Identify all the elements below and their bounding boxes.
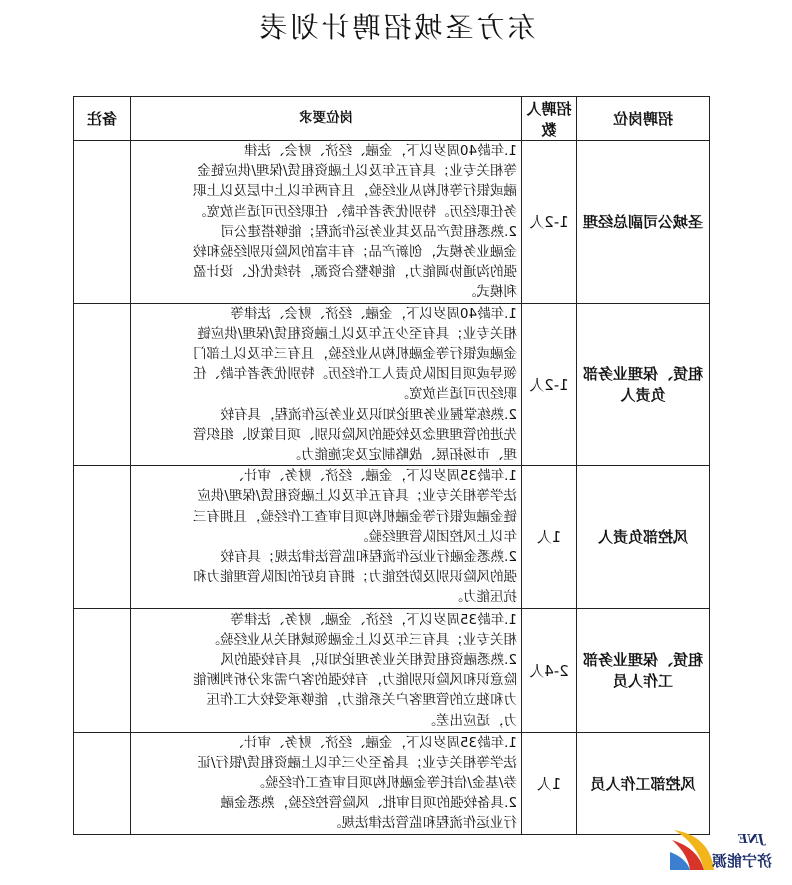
- table-row: [74, 608, 710, 732]
- requirement-line: 理、市场拓展、战略制定及实施能力。: [287, 447, 517, 464]
- requirement-line: 职经历可适当放宽。: [395, 386, 517, 403]
- requirement-line: 1.年龄40周岁以下，金融、经济、财会、法律等: [230, 305, 517, 322]
- logo-text-cn: 济宁能源: [711, 852, 772, 870]
- requirement-line: 1.年龄40周岁以下，金融、经济、财会、法律: [243, 143, 517, 159]
- requirement-line: 务任职经历。特别优秀者年龄、任职经历可适当放宽。: [193, 203, 517, 220]
- requirement-line: 法学等相关专业；具备至少三年以上融资租赁/银行/证: [197, 754, 517, 771]
- requirement-line: 2.具备较强的项目审批、风险管控经验，熟悉金融: [220, 795, 517, 812]
- cell-remarks: [74, 608, 131, 732]
- requirement-line: 2.熟悉金融行业运作流程和监管法律法规；具有较: [220, 549, 517, 566]
- requirement-line: 抗压能力。: [449, 589, 517, 606]
- requirement-line: 法学等相关专业；具有五年及以上融资租赁/保理/供应: [197, 488, 517, 505]
- requirement-line: 力和独立的管理客户关系能力，能够承受较大工作压: [206, 692, 517, 709]
- table-header-row: [74, 97, 710, 141]
- cell-position: 圣城公司副总经理: [577, 141, 710, 304]
- header-position: 招聘岗位: [577, 97, 710, 141]
- cell-requirements: [131, 303, 522, 466]
- company-logo: [634, 826, 774, 876]
- requirement-line: 险意识和风险识别能力，有较强的客户需求分析判断能: [193, 672, 517, 689]
- requirement-line: 券/基金/信托等金融机构项目审查工作经验。: [251, 775, 517, 792]
- cell-remarks: [74, 303, 131, 466]
- requirement-line: 金融或银行等金融机构从业经验，且有三年及以上部门: [193, 346, 517, 363]
- cell-count: 1-2人: [522, 141, 577, 304]
- cell-position: 风控部负责人: [577, 466, 710, 608]
- cell-count: 1人: [522, 732, 577, 834]
- cell-position: 风控部工作人员: [577, 732, 710, 834]
- recruitment-table: [73, 96, 710, 835]
- requirement-line: 2.熟练掌握业务理论知识及业务运作流程，具有较: [220, 406, 517, 423]
- requirement-line: 利模式。: [463, 284, 517, 301]
- cell-requirements: [131, 608, 522, 732]
- requirement-line: 2.熟悉租赁产品及其业务运作流程；能够搭建公司: [220, 223, 517, 240]
- table-row: [74, 303, 710, 466]
- requirement-line: 1.年龄35周岁以下，金融、经济、财务、审计、: [230, 734, 517, 751]
- table-row: [74, 466, 710, 608]
- requirement-line: 力，适应出差。: [422, 712, 517, 729]
- requirement-line: 2.熟悉融资租赁相关业务理论知识，具有较强的风: [220, 651, 517, 668]
- page-title: 东方圣城招聘计划表: [256, 11, 536, 44]
- requirement-line: 金融业务模式，创新产品；有丰富的风险识别经验和较: [193, 244, 517, 261]
- cell-remarks: [74, 466, 131, 608]
- table-row: [74, 732, 710, 834]
- requirement-line: 相关专业；具有至少五年及以上融资租赁/保理/供应链: [197, 325, 517, 342]
- requirement-line: 先进的管理理念及较强的风险识别、项目策划、组织管: [193, 426, 517, 443]
- header-requirements: 岗位要求: [131, 97, 522, 141]
- cell-requirements: [131, 141, 522, 304]
- table-row: [74, 141, 710, 304]
- logo-text-en: JNE: [738, 832, 764, 846]
- cell-position: 租赁、保理业务部工作人员: [577, 608, 710, 732]
- requirement-line: 年以上风控团队管理经验。: [355, 528, 517, 545]
- requirement-line: 链金融或银行等金融机构项目审查工作经验，且拥有三: [193, 508, 517, 525]
- cell-remarks: [74, 141, 131, 304]
- requirement-line: 1.年龄35周岁以下，金融、经济、财务、审计、: [230, 468, 517, 485]
- requirement-line: 行业运作流程和监管法律法规。: [328, 815, 517, 832]
- cell-requirements: [131, 466, 522, 608]
- requirement-line: 等相关专业；具有五年及以上融资租赁/保理/供应链金: [197, 163, 517, 180]
- cell-count: 2-4人: [522, 608, 577, 732]
- cell-count: 1-2人: [522, 303, 577, 466]
- requirement-line: 领导或项目团队负责人工作经历。特别优秀者年龄、任: [193, 366, 517, 383]
- requirement-line: 相关专业；具有三年及以上金融领域相关从业经验。: [206, 631, 517, 648]
- header-count: 招聘人数: [522, 97, 577, 141]
- requirement-line: 强的沟通协调能力，能够整合资源，持续优化、设计盈: [193, 264, 517, 281]
- requirement-line: 1.年龄35周岁以下，经济、金融、财务、法律等: [230, 611, 517, 628]
- cell-position: 租赁、保理业务部负责人: [577, 303, 710, 466]
- cell-requirements: [131, 732, 522, 834]
- header-remarks: 备注: [74, 97, 131, 141]
- logo-mark-icon: [668, 826, 718, 874]
- cell-remarks: [74, 732, 131, 834]
- requirement-line: 强的风险识别及防控能力；拥有良好的团队管理能力和: [193, 569, 517, 586]
- requirement-line: 融或银行等机构从业经验，且有两年以上中层及以上职: [193, 183, 517, 200]
- cell-count: 1人: [522, 466, 577, 608]
